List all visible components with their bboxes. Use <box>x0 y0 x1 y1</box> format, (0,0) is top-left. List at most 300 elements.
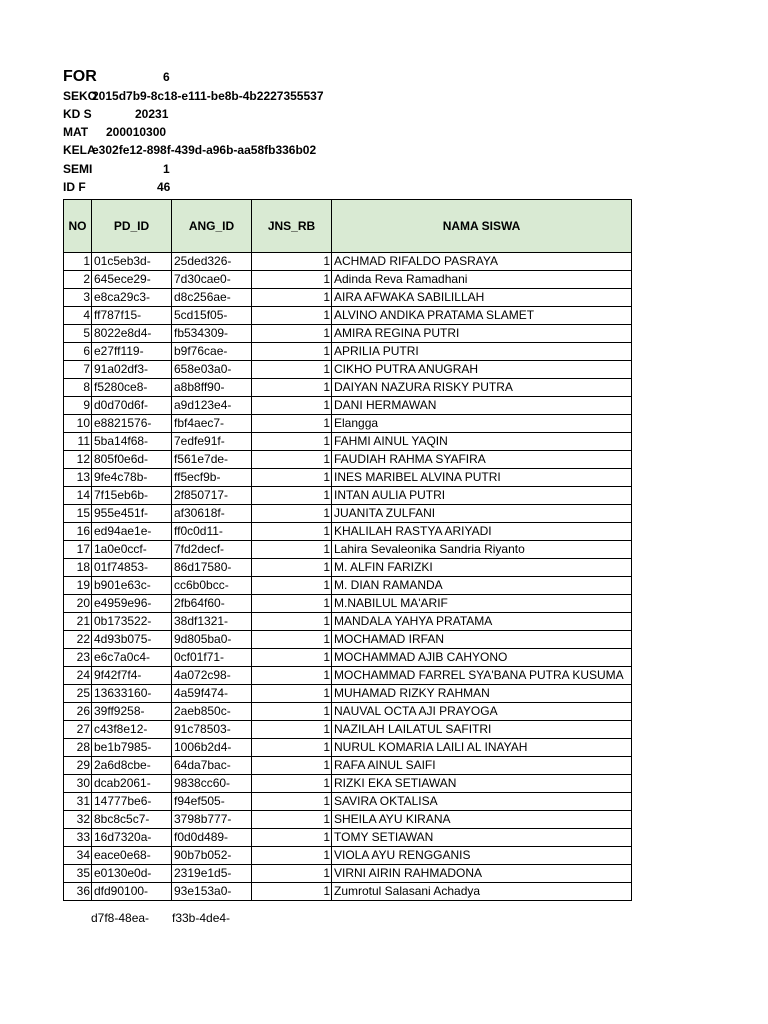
ang-id-cell-text: ff0c0d11- <box>174 524 223 538</box>
ang-id-cell-text: 2aeb850c- <box>174 704 231 718</box>
student-name-cell: MUHAMAD RIZKY RAHMAN <box>332 685 632 703</box>
row-number: 22 <box>64 631 92 649</box>
column-header-pd-id: PD_ID <box>92 200 172 253</box>
ang-id-cell-text: 2fb64f60- <box>174 596 225 610</box>
pd-id-cell <box>92 613 172 631</box>
jns-rb-cell: 1 <box>252 577 332 595</box>
jns-rb-cell: 1 <box>252 271 332 289</box>
student-name-cell: M.NABILUL MA'ARIF <box>332 595 632 613</box>
pd-id-cell-text: dcab2061- <box>94 776 151 790</box>
jns-rb-cell: 1 <box>252 253 332 271</box>
pd-id-cell-text: ff787f15- <box>94 308 142 322</box>
jns-rb-cell: 1 <box>252 397 332 415</box>
pd-id-cell-text: 8bc8c5c7- <box>94 812 150 826</box>
student-name-cell: APRILIA PUTRI <box>332 343 632 361</box>
pd-id-cell <box>92 883 172 901</box>
student-name-cell: VIOLA AYU RENGGANIS <box>332 847 632 865</box>
jns-rb-cell: 1 <box>252 325 332 343</box>
row-number: 12 <box>64 451 92 469</box>
ang-id-cell-text: cc6b0bcc- <box>174 578 229 592</box>
table-row <box>64 667 632 685</box>
ang-id-cell-text: 4a072c98- <box>174 668 231 682</box>
ang-id-cell-text: 658e03a0- <box>174 362 232 376</box>
pd-id-cell-text: e8821576- <box>94 416 152 430</box>
jns-rb-cell: 1 <box>252 847 332 865</box>
ang-id-cell-text: f561e7de- <box>174 452 229 466</box>
table-row <box>64 757 632 775</box>
student-name-cell: ACHMAD RIFALDO PASRAYA <box>332 253 632 271</box>
ang-id-cell <box>172 865 252 883</box>
table-row <box>64 811 632 829</box>
pd-id-cell <box>92 811 172 829</box>
row-number: 8 <box>64 379 92 397</box>
ang-id-overflow <box>172 912 332 924</box>
student-name-cell: MOCHAMMAD AJIB CAHYONO <box>332 649 632 667</box>
sekolah-value: 2015d7b9-8c18-e111-be8b-4b2227355537 <box>92 89 324 103</box>
jns-rb-cell: 1 <box>252 739 332 757</box>
ang-id-cell <box>172 829 252 847</box>
row-number: 35 <box>64 865 92 883</box>
jns-rb-cell: 1 <box>252 469 332 487</box>
row-number: 18 <box>64 559 92 577</box>
kelas-value: e302fe12-898f-439d-a96b-aa58fb336b02 <box>92 143 317 157</box>
table-row <box>64 685 632 703</box>
jns-rb-cell: 1 <box>252 343 332 361</box>
ang-id-cell <box>172 523 252 541</box>
row-number: 26 <box>64 703 92 721</box>
pd-id-cell <box>92 793 172 811</box>
row-number: 5 <box>64 325 92 343</box>
pd-id-cell-text: ed94ae1e- <box>94 524 152 538</box>
ang-id-cell-text: 64da7bac- <box>174 758 231 772</box>
mapel-value: 200010300 <box>106 125 167 139</box>
pd-id-cell-text: 91a02df3- <box>94 362 149 376</box>
pd-id-cell <box>92 577 172 595</box>
ang-id-cell <box>172 433 252 451</box>
jns-rb-cell: 1 <box>252 541 332 559</box>
student-name-cell: MOCHAMAD IRFAN <box>332 631 632 649</box>
student-name-cell: M. ALFIN FARIZKI <box>332 559 632 577</box>
id-form-label: ID F <box>63 180 86 194</box>
table-row <box>64 325 632 343</box>
row-number: 13 <box>64 469 92 487</box>
pd-id-cell <box>92 829 172 847</box>
table-row <box>64 451 632 469</box>
pd-id-cell <box>92 379 172 397</box>
pd-id-cell <box>92 559 172 577</box>
row-number: 2 <box>64 271 92 289</box>
table-row <box>64 289 632 307</box>
jns-rb-cell: 1 <box>252 793 332 811</box>
table-row <box>64 703 632 721</box>
pd-id-cell-text: 01c5eb3d- <box>94 254 151 268</box>
table-row <box>64 649 632 667</box>
table-row <box>64 397 632 415</box>
ang-id-cell <box>172 379 252 397</box>
jns-rb-cell: 1 <box>252 883 332 901</box>
row-number: 10 <box>64 415 92 433</box>
jns-rb-cell: 1 <box>252 451 332 469</box>
pd-id-cell <box>92 775 172 793</box>
pd-id-cell-text: e27ff119- <box>94 344 144 358</box>
ang-id-cell <box>172 811 252 829</box>
table-row <box>64 721 632 739</box>
pd-id-cell <box>92 523 172 541</box>
pd-id-overflow-text: d7f8-48ea- <box>91 911 150 925</box>
table-row <box>64 829 632 847</box>
student-name-cell: RAFA AINUL SAIFI <box>332 757 632 775</box>
row-number: 25 <box>64 685 92 703</box>
sekolah-label: SEKO <box>63 89 98 103</box>
row-number: 16 <box>64 523 92 541</box>
student-name-cell: NAUVAL OCTA AJI PRAYOGA <box>332 703 632 721</box>
ang-id-cell-text: ff5ecf9b- <box>174 470 221 484</box>
table-row <box>64 271 632 289</box>
jns-rb-cell: 1 <box>252 523 332 541</box>
pd-id-cell <box>92 361 172 379</box>
ang-id-cell <box>172 343 252 361</box>
pd-id-cell-text: 14777be6- <box>94 794 152 808</box>
pd-id-cell-text: c43f8e12- <box>94 722 148 736</box>
row-number: 27 <box>64 721 92 739</box>
id-form-value: 46 <box>157 180 171 194</box>
ang-id-cell-text: b9f76cae- <box>174 344 228 358</box>
kd-sem-value: 20231 <box>135 107 169 121</box>
table-row <box>64 847 632 865</box>
table-row <box>64 433 632 451</box>
row-number: 20 <box>64 595 92 613</box>
ang-id-cell <box>172 289 252 307</box>
ang-id-cell-text: 86d17580- <box>174 560 232 574</box>
jns-rb-cell: 1 <box>252 865 332 883</box>
student-name-cell: SHEILA AYU KIRANA <box>332 811 632 829</box>
jns-rb-cell: 1 <box>252 649 332 667</box>
ang-id-cell-text: 91c78503- <box>174 722 231 736</box>
student-name-cell: Zumrotul Salasani Achadya <box>332 883 632 901</box>
student-name-cell: FAUDIAH RAHMA SYAFIRA <box>332 451 632 469</box>
pd-id-cell <box>92 757 172 775</box>
student-name-cell: CIKHO PUTRA ANUGRAH <box>332 361 632 379</box>
row-number: 24 <box>64 667 92 685</box>
jns-rb-cell: 1 <box>252 595 332 613</box>
jns-rb-cell: 1 <box>252 775 332 793</box>
student-name-cell: MOCHAMMAD FARREL SYA'BANA PUTRA KUSUMA <box>332 667 632 685</box>
table-row <box>64 523 632 541</box>
row-number: 7 <box>64 361 92 379</box>
ang-id-cell <box>172 703 252 721</box>
ang-id-cell <box>172 577 252 595</box>
semester-value: 1 <box>163 162 170 176</box>
pd-id-cell <box>92 667 172 685</box>
table-row <box>64 775 632 793</box>
ang-id-cell <box>172 541 252 559</box>
pd-id-cell-text: 9fe4c78b- <box>94 470 148 484</box>
pd-id-cell-text: eace0e68- <box>94 848 151 862</box>
pd-id-cell-text: dfd90100- <box>94 884 149 898</box>
ang-id-cell-text: 1006b2d4- <box>174 740 232 754</box>
pd-id-cell-text: e0130e0d- <box>94 866 152 880</box>
table-row <box>64 469 632 487</box>
pd-id-cell-text: 7f15eb6b- <box>94 488 149 502</box>
pd-id-cell <box>92 595 172 613</box>
ang-id-cell <box>172 253 252 271</box>
jns-rb-cell: 1 <box>252 631 332 649</box>
ang-id-cell-text: 38df1321- <box>174 614 229 628</box>
row-number: 11 <box>64 433 92 451</box>
ang-id-cell <box>172 847 252 865</box>
pd-id-cell-text: d0d70d6f- <box>94 398 149 412</box>
student-name-cell: M. DIAN RAMANDA <box>332 577 632 595</box>
ang-id-cell-text: 9d805ba0- <box>174 632 232 646</box>
pd-id-cell <box>92 865 172 883</box>
table-row <box>64 343 632 361</box>
ang-id-cell <box>172 739 252 757</box>
row-number: 19 <box>64 577 92 595</box>
ang-id-cell-text: 25ded326- <box>174 254 232 268</box>
pd-id-cell-text: 0b173522- <box>94 614 152 628</box>
student-name-cell: ALVINO ANDIKA PRATAMA SLAMET <box>332 307 632 325</box>
pd-id-cell <box>92 415 172 433</box>
pd-id-cell <box>92 505 172 523</box>
ang-id-cell <box>172 271 252 289</box>
ang-id-cell-text: 2f850717- <box>174 488 229 502</box>
ang-id-cell-text: 4a59f474- <box>174 686 229 700</box>
column-header-no: NO <box>64 200 92 253</box>
jns-rb-cell: 1 <box>252 667 332 685</box>
pd-id-cell-text: 01f74853- <box>94 560 149 574</box>
ang-id-cell-text: fb534309- <box>174 326 229 340</box>
ang-id-cell-text: 90b7b052- <box>174 848 232 862</box>
pd-id-cell-text: 955e451f- <box>94 506 149 520</box>
pd-id-cell-text: 4d93b075- <box>94 632 152 646</box>
ang-id-cell <box>172 631 252 649</box>
jns-rb-cell: 1 <box>252 433 332 451</box>
table-header-row <box>64 200 632 253</box>
jns-rb-cell: 1 <box>252 505 332 523</box>
ang-id-cell-text: f94ef505- <box>174 794 225 808</box>
row-number: 34 <box>64 847 92 865</box>
row-number: 29 <box>64 757 92 775</box>
pd-id-cell <box>92 685 172 703</box>
ang-id-cell-text: 0cf01f71- <box>174 650 225 664</box>
ang-id-cell <box>172 649 252 667</box>
ang-id-cell-text: f0d0d489- <box>174 830 229 844</box>
pd-id-cell-text: 805f0e6d- <box>94 452 149 466</box>
jns-rb-cell: 1 <box>252 415 332 433</box>
table-row <box>64 487 632 505</box>
pd-id-cell <box>92 271 172 289</box>
row-number: 15 <box>64 505 92 523</box>
table-row <box>64 613 632 631</box>
ang-id-cell-text: 7d30cae0- <box>174 272 231 286</box>
pd-id-cell-text: 8022e8d4- <box>94 326 152 340</box>
table-row <box>64 505 632 523</box>
ang-id-cell <box>172 667 252 685</box>
ang-id-cell <box>172 559 252 577</box>
pd-id-cell <box>92 343 172 361</box>
row-number: 9 <box>64 397 92 415</box>
pd-id-cell <box>92 289 172 307</box>
table-row <box>64 559 632 577</box>
pd-id-cell-text: b901e63c- <box>94 578 151 592</box>
row-number: 33 <box>64 829 92 847</box>
row-number: 30 <box>64 775 92 793</box>
jns-rb-cell: 1 <box>252 685 332 703</box>
ang-id-cell <box>172 325 252 343</box>
pd-id-cell-text: e8ca29c3- <box>94 290 151 304</box>
pd-id-cell-text: 5ba14f68- <box>94 434 149 448</box>
student-name-cell: DANI HERMAWAN <box>332 397 632 415</box>
ang-id-cell <box>172 775 252 793</box>
mapel-label: MAT <box>63 125 89 139</box>
pd-id-cell <box>92 847 172 865</box>
table-row <box>64 595 632 613</box>
student-name-cell: Elangga <box>332 415 632 433</box>
pd-id-cell-text: f5280ce8- <box>94 380 148 394</box>
student-name-cell: VIRNI AIRIN RAHMADONA <box>332 865 632 883</box>
row-number: 31 <box>64 793 92 811</box>
ang-id-cell <box>172 613 252 631</box>
jns-rb-cell: 1 <box>252 757 332 775</box>
ang-id-overflow-text: f33b-4de4- <box>172 911 231 925</box>
ang-id-cell-text: 7edfe91f- <box>174 434 225 448</box>
jns-rb-cell: 1 <box>252 811 332 829</box>
pd-id-cell-text: 1a0e0ccf- <box>94 542 147 556</box>
column-header-ang-id: ANG_ID <box>172 200 252 253</box>
jns-rb-cell: 1 <box>252 487 332 505</box>
jns-rb-cell: 1 <box>252 703 332 721</box>
jns-rb-cell: 1 <box>252 289 332 307</box>
pd-id-cell <box>92 451 172 469</box>
pd-id-cell <box>92 487 172 505</box>
pd-id-cell <box>92 649 172 667</box>
pd-id-cell <box>92 433 172 451</box>
pd-id-cell <box>92 469 172 487</box>
pd-id-cell <box>92 703 172 721</box>
row-number: 36 <box>64 883 92 901</box>
pd-id-cell-text: 645ece29- <box>94 272 151 286</box>
student-name-cell: FAHMI AINUL YAQIN <box>332 433 632 451</box>
ang-id-cell <box>172 793 252 811</box>
ang-id-cell <box>172 469 252 487</box>
ang-id-cell-text: 93e153a0- <box>174 884 232 898</box>
table-row <box>64 631 632 649</box>
form-label: FOR <box>63 68 97 85</box>
pd-id-cell <box>92 397 172 415</box>
ang-id-cell <box>172 361 252 379</box>
table-row <box>64 415 632 433</box>
ang-id-cell <box>172 487 252 505</box>
ang-id-cell <box>172 415 252 433</box>
table-row <box>64 253 632 271</box>
ang-id-cell <box>172 685 252 703</box>
student-name-cell: TOMY SETIAWAN <box>332 829 632 847</box>
ang-id-cell <box>172 883 252 901</box>
student-name-cell: Lahira Sevaleonika Sandria Riyanto <box>332 541 632 559</box>
ang-id-cell-text: a9d123e4- <box>174 398 232 412</box>
ang-id-cell-text: a8b8ff90- <box>174 380 225 394</box>
pd-id-cell <box>92 253 172 271</box>
pd-id-cell-text: 39ff9258- <box>94 704 145 718</box>
semester-label: SEMI <box>63 162 93 176</box>
jns-rb-cell: 1 <box>252 379 332 397</box>
table-row <box>64 379 632 397</box>
student-name-cell: DAIYAN NAZURA RISKY PUTRA <box>332 379 632 397</box>
row-number: 32 <box>64 811 92 829</box>
pd-id-cell <box>92 631 172 649</box>
row-number: 4 <box>64 307 92 325</box>
column-header-jns-rb: JNS_RB <box>252 200 332 253</box>
pd-id-cell-text: e4959e96- <box>94 596 152 610</box>
table-row <box>64 793 632 811</box>
row-number: 6 <box>64 343 92 361</box>
ang-id-cell <box>172 757 252 775</box>
pd-id-cell-text: 16d7320a- <box>94 830 152 844</box>
pd-id-cell <box>92 307 172 325</box>
jns-rb-cell: 1 <box>252 721 332 739</box>
kd-sem-label: KD S <box>63 107 92 121</box>
jns-rb-cell: 1 <box>252 829 332 847</box>
ang-id-cell <box>172 397 252 415</box>
table-row <box>64 307 632 325</box>
student-name-cell: NURUL KOMARIA LAILI AL INAYAH <box>332 739 632 757</box>
jns-rb-cell: 1 <box>252 307 332 325</box>
student-name-cell: SAVIRA OKTALISA <box>332 793 632 811</box>
form-value: 6 <box>163 70 170 84</box>
pd-id-cell <box>92 721 172 739</box>
table-row <box>64 865 632 883</box>
column-header-nama-siswa: NAMA SISWA <box>332 200 632 253</box>
student-name-cell: AMIRA REGINA PUTRI <box>332 325 632 343</box>
student-name-cell: MANDALA YAHYA PRATAMA <box>332 613 632 631</box>
table-row <box>64 883 632 901</box>
ang-id-cell-text: 3798b777- <box>174 812 232 826</box>
row-number: 1 <box>64 253 92 271</box>
kelas-label: KELA <box>63 143 96 157</box>
ang-id-cell <box>172 307 252 325</box>
ang-id-cell-text: d8c256ae- <box>174 290 231 304</box>
jns-rb-cell: 1 <box>252 613 332 631</box>
row-number: 14 <box>64 487 92 505</box>
ang-id-cell <box>172 451 252 469</box>
student-name-cell: INES MARIBEL ALVINA PUTRI <box>332 469 632 487</box>
ang-id-cell-text: af30618f- <box>174 506 225 520</box>
ang-id-cell-text: 2319e1d5- <box>174 866 232 880</box>
row-number: 23 <box>64 649 92 667</box>
student-table <box>63 199 632 901</box>
pd-id-cell-text: 9f42f7f4- <box>94 668 142 682</box>
jns-rb-cell: 1 <box>252 559 332 577</box>
pd-id-cell-text: be1b7985- <box>94 740 152 754</box>
pd-id-cell-text: e6c7a0c4- <box>94 650 151 664</box>
table-row <box>64 541 632 559</box>
table-row <box>64 739 632 757</box>
ang-id-cell-text: 5cd15f05- <box>174 308 228 322</box>
pd-id-cell <box>92 739 172 757</box>
ang-id-cell-text: 7fd2decf- <box>174 542 225 556</box>
row-number: 28 <box>64 739 92 757</box>
row-number: 3 <box>64 289 92 307</box>
student-name-cell: JUANITA ZULFANI <box>332 505 632 523</box>
student-name-cell: Adinda Reva Ramadhani <box>332 271 632 289</box>
pd-id-cell-text: 13633160- <box>94 686 152 700</box>
pd-id-cell <box>92 541 172 559</box>
student-name-cell: INTAN AULIA PUTRI <box>332 487 632 505</box>
row-number: 17 <box>64 541 92 559</box>
ang-id-cell-text: 9838cc60- <box>174 776 231 790</box>
pd-id-cell-text: 2a6d8cbe- <box>94 758 151 772</box>
student-name-cell: KHALILAH RASTYA ARIYADI <box>332 523 632 541</box>
